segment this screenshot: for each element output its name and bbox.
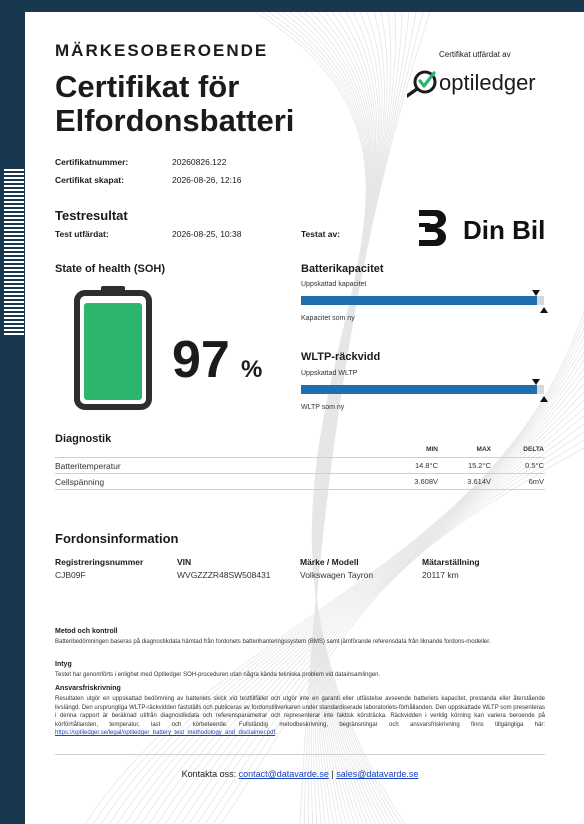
stripe <box>4 205 24 207</box>
stripe <box>4 169 24 171</box>
stripe <box>4 181 24 183</box>
stripe <box>4 241 24 243</box>
method-heading: Metod och kontroll <box>55 628 118 635</box>
wltp-new-marker <box>540 396 548 402</box>
stripe <box>4 257 24 259</box>
wltp-bar <box>301 385 544 394</box>
capacity-heading: Batterikapacitet <box>301 263 384 275</box>
integrity-text: Testet har genomförts i enlighet med Optiledger SOH-proceduren utan några kända tekniska problem vid datainsamlingen. <box>55 672 381 678</box>
stripe <box>4 213 24 215</box>
diag-row-max: 15.2°C <box>467 461 491 470</box>
top-accent-bar <box>0 0 584 12</box>
diag-row-min: 3.608V <box>414 477 438 486</box>
stripe <box>4 301 24 303</box>
vehicle-field-label: Mätarställning <box>422 557 480 567</box>
stripe <box>4 197 24 199</box>
stripe <box>4 253 24 255</box>
battery-icon <box>73 285 155 411</box>
wltp-estimated-label: Uppskattad WLTP <box>301 370 358 377</box>
stripe <box>4 297 24 299</box>
page-title: Certifikat för Elfordonsbatteri <box>55 69 295 138</box>
disclaimer-body: Resultaten utgör en uppskattad bedömning av batteriets skick vid testtillfället och utgör inte en garanti eller utfästelse avseende batteriets kapacitet, prestanda eller återstående livslängd. Den ursprungliga WLTP-räckvidden fastställs och publiceras av fordonstillverkaren under standardiserade laboratoriets-förhållanden. Den uppskattade WLTP som presenteras i denna rapport är beräknad utifrån diagnostikdata och referensparametrar och representerar inte faktisk körsträcka. Räckvidden i verklig körning kan variera beroende på körförhållanden, temperatur, last och körbeteende. Fullständig metodbeskrivning, begränsningar och ansvarsfriskrivning finns tillgängliga här: <box>55 696 545 728</box>
test-issued-date: 2026-08-25, 10:38 <box>172 229 242 239</box>
stripe <box>4 237 24 239</box>
vehicle-field-label: VIN <box>177 557 192 567</box>
vehicle-field-value: 20117 km <box>422 570 459 580</box>
capacity-estimated-label: Uppskattad kapacitet <box>301 281 367 288</box>
stripe <box>4 277 24 279</box>
disclaimer-end: . <box>275 730 277 736</box>
test-issued-label: Test utfärdat: <box>55 229 109 239</box>
vehicle-field-value: WVGZZZR48SW508431 <box>177 570 271 580</box>
stripe <box>4 193 24 195</box>
stripe <box>4 225 24 227</box>
tested-by-label: Testat av: <box>301 229 341 239</box>
stripe <box>4 333 24 335</box>
soh-unit: % <box>241 356 263 383</box>
din-bil-logo[interactable] <box>418 209 548 247</box>
stripe <box>4 201 24 203</box>
diag-row-name: Cellspänning <box>55 477 105 487</box>
issued-by-label: Certifikat utfärdat av <box>439 50 511 59</box>
magnifier-check-icon <box>407 62 547 102</box>
vehicle-field-label: Registreringsnummer <box>55 557 144 567</box>
svg-text:Din Bil: Din Bil <box>463 215 546 245</box>
certificate-created-label: Certifikat skapat: <box>55 175 124 185</box>
capacity-bar <box>301 296 544 305</box>
capacity-new-marker <box>540 307 548 313</box>
stripe <box>4 189 24 191</box>
wave-line <box>221 448 584 824</box>
diagnostics-heading: Diagnostik <box>55 433 112 445</box>
diag-col-max: MAX <box>476 446 491 453</box>
capacity-new-label: Kapacitet som ny <box>301 315 355 322</box>
certificate-number-label: Certifikatnummer: <box>55 157 129 167</box>
wltp-new-label: WLTP som ny <box>301 404 345 411</box>
stripe <box>4 217 24 219</box>
din-bil-mark-icon <box>418 209 548 247</box>
stripe <box>4 329 24 331</box>
stripe <box>4 285 24 287</box>
stripe <box>4 321 24 323</box>
vehicle-field-label: Märke / Modell <box>300 557 359 567</box>
soh-heading: State of health (SOH) <box>55 263 166 275</box>
sales-email-link[interactable]: sales@datavarde.se <box>336 769 419 779</box>
disclaimer-text <box>55 695 545 738</box>
wltp-bar-fill <box>301 385 537 394</box>
table-row <box>55 459 545 474</box>
method-text: Batteribedömningen baseras på diagnostikdata hämtad från fordonets batterihanteringssystem (BMS) samt jämförande referensdata från liknande fordons-modeller. <box>55 639 491 645</box>
stripe <box>4 289 24 291</box>
stripe <box>4 173 24 175</box>
optiledger-logo[interactable] <box>407 62 547 102</box>
wltp-heading: WLTP-räckvidd <box>301 351 381 363</box>
disclaimer-heading: Ansvarsfriskrivning <box>55 685 121 692</box>
vehicle-info-heading: Fordonsinformation <box>55 531 179 546</box>
stripe <box>4 293 24 295</box>
table-row <box>55 475 545 490</box>
stripe <box>4 185 24 187</box>
stripe <box>4 265 24 267</box>
contact-separator: | <box>331 769 334 779</box>
wave-line <box>213 440 584 824</box>
stripe <box>4 245 24 247</box>
svg-text:optiledger: optiledger <box>439 70 536 95</box>
diag-row-name: Batteritemperatur <box>55 461 121 471</box>
contact-label: Kontakta oss: <box>181 769 237 779</box>
stripe <box>4 273 24 275</box>
vehicle-field-value: Volkswagen Tayron <box>300 570 374 580</box>
capacity-bar-fill <box>301 296 537 305</box>
diag-row-delta: 0.5°C <box>525 461 544 470</box>
stripe <box>4 221 24 223</box>
stripe <box>4 269 24 271</box>
wave-line <box>149 376 584 824</box>
contact-email-link[interactable]: contact@datavarde.se <box>238 769 329 779</box>
stripe <box>4 249 24 251</box>
stripe <box>4 261 24 263</box>
stripe <box>4 313 24 315</box>
soh-value: 97 <box>172 331 230 389</box>
diag-row-max: 3.614V <box>467 477 491 486</box>
contact-line <box>55 769 545 779</box>
diag-col-min: MIN <box>426 446 438 453</box>
footer-divider <box>55 754 545 755</box>
vehicle-field-value: CJB09F <box>55 570 86 580</box>
stripe <box>4 229 24 231</box>
certificate-created: 2026-08-26, 12:16 <box>172 175 242 185</box>
stripe <box>4 209 24 211</box>
diag-row-min: 14.8°C <box>414 461 438 470</box>
test-results-heading: Testresultat <box>55 208 128 223</box>
stripe <box>4 233 24 235</box>
wave-line <box>205 432 584 824</box>
certificate-number: 20260826.122 <box>172 157 227 167</box>
side-accent-bar <box>0 12 25 824</box>
stripe <box>4 317 24 319</box>
stripe <box>4 325 24 327</box>
barcode-stripes <box>4 169 24 339</box>
diag-divider <box>55 457 545 458</box>
methodology-link[interactable]: https://optiledger.se/legal/optiledger_battery_test_methodology_and_disclaimer.pdf <box>55 730 276 736</box>
stripe <box>4 305 24 307</box>
stripe <box>4 309 24 311</box>
brand-tagline: MÄRKESOBEROENDE <box>55 41 269 60</box>
diag-col-delta: DELTA <box>523 446 544 453</box>
stripe <box>4 177 24 179</box>
stripe <box>4 281 24 283</box>
diag-row-delta: 6mV <box>528 477 544 486</box>
integrity-heading: Intyg <box>55 661 72 668</box>
